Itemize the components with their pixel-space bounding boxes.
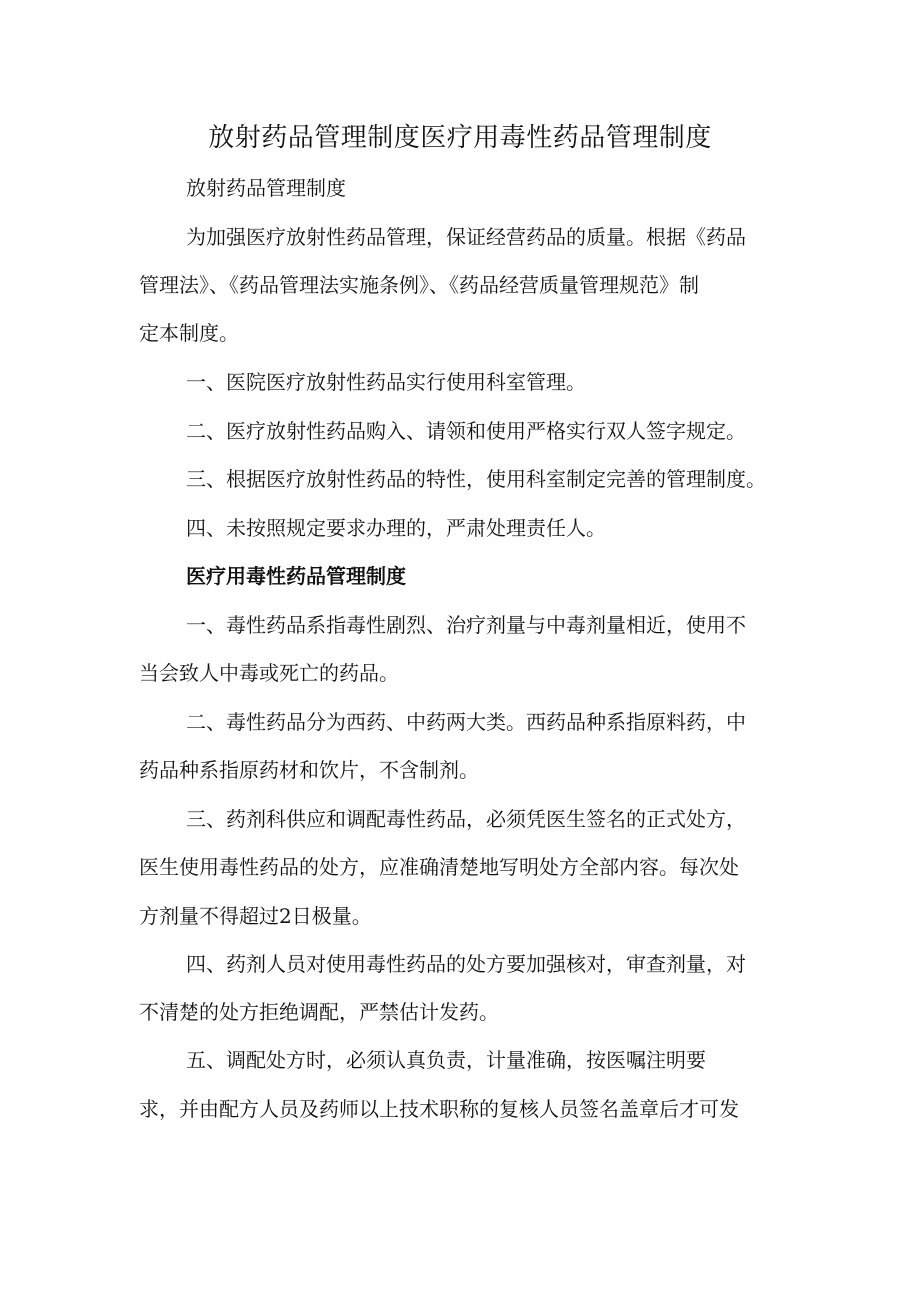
toxic-para-5-line-1: 五、调配处方时，必须认真负责，计量准确，按医嘱注明要 <box>186 1048 706 1072</box>
document-title: 放射药品管理制度医疗用毒性药品管理制度 <box>208 123 712 153</box>
section-heading-radioactive: 放射药品管理制度 <box>186 176 346 200</box>
rule-item-1: 一、医院医疗放射性药品实行使用科室管理。 <box>186 370 586 394</box>
toxic-para-5-line-2: 求，并由配方人员及药师以上技术职称的复核人员签名盖章后才可发 <box>139 1097 739 1121</box>
toxic-para-2-line-1: 二、毒性药品分为西药、中药两大类。西药品种系指原料药，中 <box>186 710 746 734</box>
toxic-para-4-line-1: 四、药剂人员对使用毒性药品的处方要加强核对，审查剂量，对 <box>186 952 746 976</box>
rule-item-2: 二、医疗放射性药品购入、请领和使用严格实行双人签字规定。 <box>186 419 746 443</box>
section-heading-toxic: 医疗用毒性药品管理制度 <box>186 564 406 588</box>
intro-line-3: 定本制度。 <box>139 321 239 345</box>
toxic-para-1-line-2: 当会致人中毒或死亡的药品。 <box>139 661 399 685</box>
rule-item-4: 四、未按照规定要求办理的，严肃处理责任人。 <box>186 516 606 540</box>
toxic-para-4-line-2: 不清楚的处方拒绝调配，严禁估计发药。 <box>139 1000 499 1024</box>
rule-item-3: 三、根据医疗放射性药品的特性，使用科室制定完善的管理制度。 <box>186 467 766 491</box>
toxic-para-2-line-2: 药品种系指原药材和饮片，不含制剂。 <box>139 758 479 782</box>
toxic-para-1-line-1: 一、毒性药品系指毒性剧烈、治疗剂量与中毒剂量相近，使用不 <box>186 613 746 637</box>
toxic-para-3-line-3: 方剂量不得超过2日极量。 <box>139 904 372 928</box>
intro-line-1: 为加强医疗放射性药品管理，保证经营药品的质量。根据《药品 <box>186 225 746 249</box>
toxic-para-3-line-1: 三、药剂科供应和调配毒性药品，必须凭医生签名的正式处方， <box>186 807 746 831</box>
toxic-para-3-line-2: 医生使用毒性药品的处方，应准确清楚地写明处方全部内容。每次处 <box>139 855 739 879</box>
intro-line-2: 管理法》、《药品管理法实施条例》、《药品经营质量管理规范》制 <box>139 273 699 297</box>
